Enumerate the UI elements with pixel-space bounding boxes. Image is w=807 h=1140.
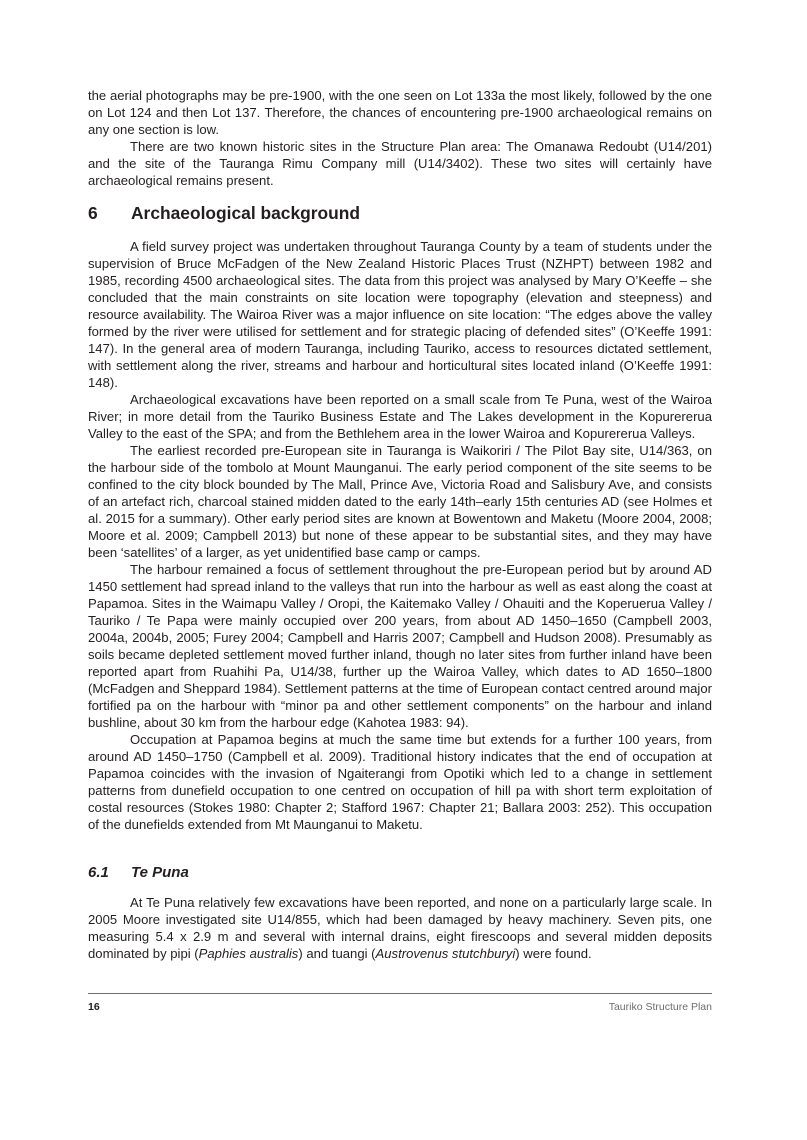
intro-paragraph-2: There are two known historic sites in the Structure Plan area: The Omanawa Redoubt (U14/201) and the site of the Tauranga Rimu Company mill (U14/3402). These two sites will certainly have archaeological remains present.: [88, 139, 712, 188]
section-6-paragraph-4: The harbour remained a focus of settlement throughout the pre-European period but by around AD 1450 settlement had spread inland to the valleys that run into the harbour as well as east along the coast at Papamoa. Sites in the Waimapu Valley / Oropi, the Kaitemako Valley / Ohauiti and the Koperuerua Valley / Tauriko / Te Papa were mainly occupied over 200 years, from about AD 1450–1650 (Campbell 2003, 2004a, 2004b, 2005; Furey 2004; Campbell and Harris 2007; Campbell and Hudson 2008). Presumably as soils became depleted settlement moved further inland, though no later sites from further inland have been reported apart from Ruahihi Pa, U14/38, further up the Wairoa Valley, which dates to AD 1650–1800 (McFadgen and Sheppard 1984). Settlement patterns at the time of European contact centred around major fortified pa on the harbour with “minor pa and other settlement components” on the harbour and inland bushline, about 30 km from the harbour edge (Kahotea 1983: 94).: [88, 562, 712, 730]
section-6-paragraph-5: Occupation at Papamoa begins at much the same time but extends for a further 100 years, from around AD 1450–1750 (Campbell et al. 2009). Traditional history indicates that the end of occupation at Papamoa coincides with the invasion of Ngaiterangi from Opotiki which led to a change in settlement patterns from dunefield occupation to one centred on occupation of hill pa with short term exploitation of costal resources (Stokes 1980: Chapter 2; Stafford 1967: Chapter 21; Ballara 2003: 252). This occupation of the dunefields extended from Mt Maunganui to Maketu.: [88, 732, 712, 832]
intro-block: [88, 87, 712, 189]
section-6-paragraph-3: The earliest recorded pre-European site in Tauranga is Waikoriri / The Pilot Bay site, U14/363, on the harbour side of the tombolo at Mount Maunganui. The early period component of the site seems to be confined to the city block bounded by The Mall, Prince Ave, Victoria Road and Salisbury Ave, and consists of an artefact rich, charcoal stained midden dated to the early 14th–early 15th centuries AD (see Holmes et al. 2015 for a summary). Other early period sites are known at Bowentown and Maketu (Moore 2004, 2008; Moore et al. 2009; Campbell 2013) but none of these appear to be substantial sites, and they may have been ‘satellites’ of a larger, as yet unidentified base camp or camps.: [88, 443, 712, 560]
section-6-1-body: [88, 894, 712, 962]
section-6-1-paragraph-1: [88, 894, 712, 962]
section-6-1-heading: [88, 863, 712, 883]
section-6-number: 6: [88, 203, 98, 223]
section-6-heading: [88, 201, 712, 225]
text-run: At Te Puna relatively few excavations have been reported, and none on a particularly large scale. In 2005 Moore investigated site U14/855, which had been damaged by heavy machinery. Seven pits, one measuring 5.4 x 2.9 m and several with internal drains, eight firescoops and several midden deposits dominated by pipi (: [88, 895, 712, 961]
section-6-1-title: Te Puna: [131, 864, 189, 881]
section-6-body: [88, 238, 712, 833]
section-6-1-number: 6.1: [88, 864, 109, 881]
section-6-title: Archaeological background: [131, 203, 361, 223]
text-run: ) and tuangi (: [298, 946, 376, 961]
text-run: ) were found.: [515, 946, 592, 961]
footer-page-number: 16: [88, 1001, 100, 1013]
intro-paragraph-1: the aerial photographs may be pre-1900, with the one seen on Lot 133a the most likely, followed by the one on Lot 124 and then Lot 137. Therefore, the chances of encountering pre-1900 archaeological remains on any one section is low.: [88, 88, 712, 137]
species-name-tuangi: Austrovenus stutchburyi: [375, 946, 516, 961]
species-name-pipi: Paphies australis: [198, 946, 299, 961]
footer-document-title: Tauriko Structure Plan: [608, 1001, 712, 1013]
section-6-paragraph-2: Archaeological excavations have been reported on a small scale from Te Puna, west of the Wairoa River; in more detail from the Tauriko Business Estate and The Lakes development in the Kopurererua Valley to the east of the SPA; and from the Bethlehem area in the lower Wairoa and Kopurererua Valleys.: [88, 392, 712, 441]
footer-divider: [88, 993, 712, 994]
section-6-paragraph-1: A field survey project was undertaken throughout Tauranga County by a team of students under the supervision of Bruce McFadgen of the New Zealand Historic Places Trust (NZHPT) between 1982 and 1985, recording 4500 archaeological sites. The data from this project was analysed by Mary O’Keeffe – she concluded that the main constraints on site location were topography (elevation and steepness) and resource availability. The Wairoa River was a major influence on site location: “The edges above the valley formed by the river were utilised for settlement and for strategic placing of defended sites” (O’Keeffe 1991: 147). In the general area of modern Tauranga, including Tauriko, access to resources dictated settlement, with settlement along the river, streams and harbour and horticultural sites located inland (O’Keeffe 1991: 148).: [88, 239, 712, 390]
